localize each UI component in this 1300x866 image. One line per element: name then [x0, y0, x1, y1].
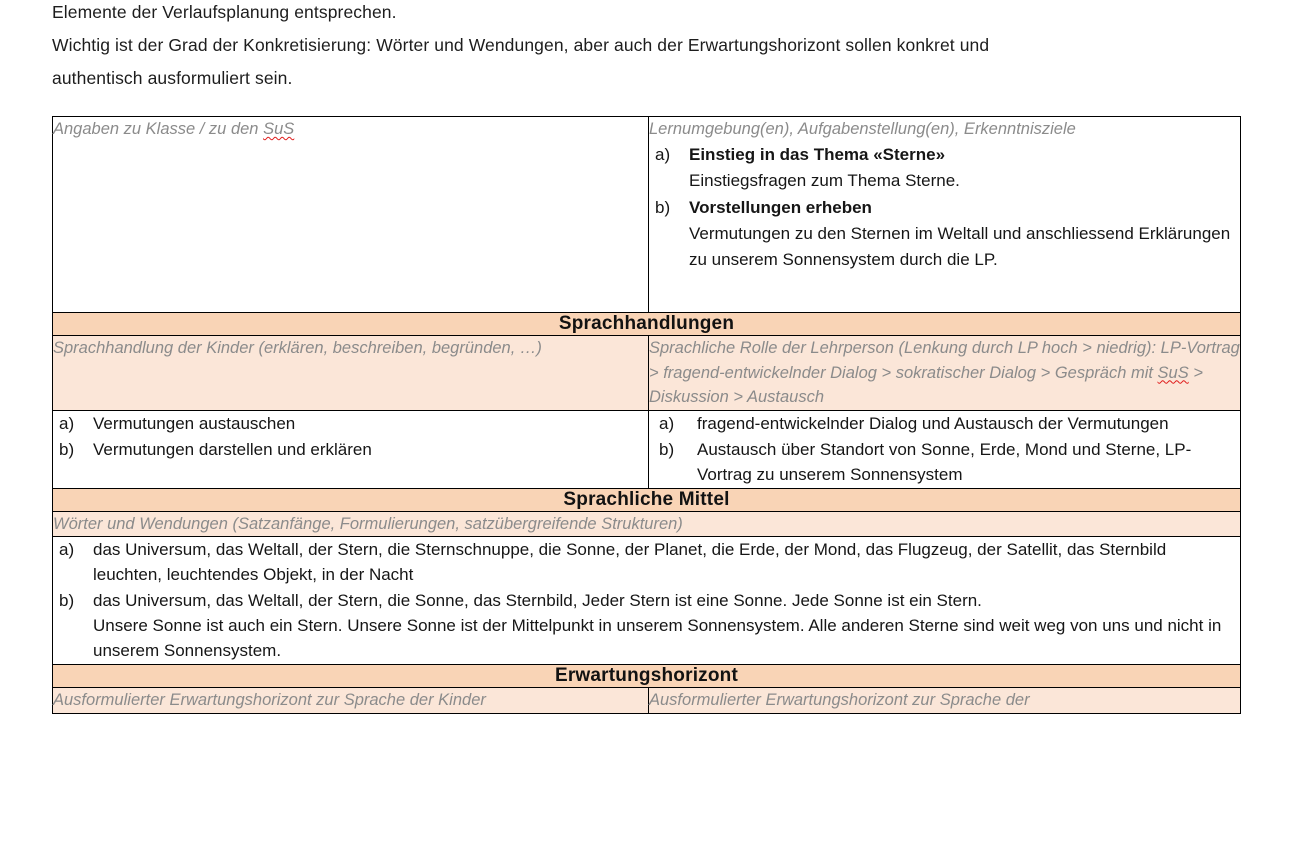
list-marker: a): [59, 540, 75, 559]
list-item-text: Einstiegsfragen zum Thema Sterne.: [689, 170, 960, 190]
list-item-text: Austausch über Standort von Sonne, Erde, Mond und Sterne, LP-Vortrag zu unserem Sonnensystem: [697, 439, 1192, 484]
caption-lehrperson-part2: > Diskussion > Austausch: [649, 363, 1203, 406]
list-learning-environment: [649, 142, 1240, 273]
list-sprachhandlung-kinder: [53, 411, 648, 462]
cell-caption-kinder: [53, 336, 649, 411]
table-row-erwartungshorizont-captions: [53, 688, 1241, 714]
list-item-line-1: das Universum, das Weltall, der Stern, die Sonne, das Sternbild, Jeder Stern ist eine Sonne. Jede Sonne ist ein Stern.: [93, 591, 982, 610]
list-item-title: Einstieg in das Thema «Sterne»: [689, 144, 946, 164]
intro-line-2: Wichtig ist der Grad der Konkretisierung: Wörter und Wendungen, aber auch der Erwartungshorizont sollen konkret und: [52, 35, 990, 55]
list-item: [649, 437, 1240, 487]
section-header-sprachhandlungen: Sprachhandlungen: [53, 313, 1241, 336]
caption-woerter-und-wendungen: Wörter und Wendungen (Satzanfänge, Formulierungen, satzübergreifende Strukturen): [53, 514, 683, 533]
table-row-sprachliche-mittel-content: [53, 537, 1241, 665]
list-marker: b): [59, 439, 75, 459]
table-row-sprachhandlungen-content: [53, 410, 1241, 488]
cell-learning-environment: [649, 117, 1241, 313]
list-sprachliche-rolle: [649, 411, 1240, 487]
list-item: [53, 437, 648, 462]
table-row-section-header-sprachhandlungen: [53, 313, 1241, 336]
list-item: [649, 142, 1240, 194]
cell-caption-woerter-wendungen: [53, 511, 1241, 537]
list-marker: a): [59, 413, 75, 433]
spellcheck-word-sus: SuS: [1157, 363, 1189, 382]
list-item: [649, 195, 1240, 273]
table-row-sprachliche-mittel-caption: [53, 511, 1241, 537]
list-item-line-2: leuchten, leuchtendes Objekt, in der Nacht: [93, 565, 414, 584]
intro-line-1: Elemente der Verlaufsplanung entsprechen.: [52, 2, 397, 22]
list-item: [53, 588, 1240, 663]
intro-line-3: authentisch ausformuliert sein.: [52, 68, 293, 88]
caption-lehrperson-part1: Sprachliche Rolle der Lehrperson (Lenkung durch LP hoch > niedrig): LP-Vortrag > fragend-entwickelnder Dialog > sokratischer Dialog > Gespräch mit: [649, 339, 1240, 382]
list-item-text: Vermutungen zu den Sternen im Weltall und anschliessend Erklärungen zu unserem Sonnensystem durch die LP.: [689, 223, 1231, 269]
list-item: [53, 411, 648, 436]
list-item-text: fragend-entwickelnder Dialog und Austausch der Vermutungen: [697, 413, 1169, 433]
list-marker: a): [655, 144, 671, 164]
list-item-text: Vermutungen darstellen und erklären: [93, 439, 372, 459]
intro-paragraph-block: [52, 0, 1242, 95]
section-header-erwartungshorizont: Erwartungshorizont: [53, 665, 1241, 688]
section-header-sprachliche-mittel: Sprachliche Mittel: [53, 488, 1241, 511]
cell-sprachliche-rolle-items: [649, 410, 1241, 488]
cell-sprachhandlung-kinder-items: [53, 410, 649, 488]
list-marker: b): [59, 591, 75, 610]
cell-caption-lehrperson: [649, 336, 1241, 411]
cell-caption-erwartungshorizont-kinder: [53, 688, 649, 714]
list-item: [649, 411, 1240, 436]
caption-sprachliche-rolle-lehrperson: [649, 336, 1240, 410]
caption-learning-environment: Lernumgebung(en), Aufgabenstellung(en), Erkenntnisziele: [649, 120, 1076, 138]
list-item-title: Vorstellungen erheben: [689, 197, 872, 217]
caption-erwartungshorizont-kinder: Ausformulierter Erwartungshorizont zur Sprache der Kinder: [53, 691, 486, 709]
table-row-class-info: [53, 117, 1241, 313]
cell-caption-erwartungshorizont-lehrperson: [649, 688, 1241, 714]
table-row-section-header-sprachliche-mittel: [53, 488, 1241, 511]
list-item-line-2: Unsere Sonne ist auch ein Stern. Unsere Sonne ist der Mittelpunkt in unserem Sonnensystem. Alle anderen Sterne sind weit weg von uns und nicht in unserem Sonnensystem.: [93, 616, 1222, 660]
cell-class-info: [53, 117, 649, 313]
caption-class-info-text: Angaben zu Klasse / zu den: [53, 120, 264, 138]
cell-sprachliche-mittel-items: [53, 537, 1241, 665]
list-marker: b): [655, 197, 671, 217]
caption-sprachhandlung-kinder: Sprachhandlung der Kinder (erklären, beschreiben, begründen, …): [53, 339, 542, 357]
list-marker: a): [659, 413, 675, 433]
caption-erwartungshorizont-lehrperson: Ausformulierter Erwartungshorizont zur Sprache der: [649, 691, 1030, 709]
list-item: [53, 537, 1240, 587]
list-item-text: Vermutungen austauschen: [93, 413, 296, 433]
list-item-line-1: das Universum, das Weltall, der Stern, die Sternschnuppe, die Sonne, der Planet, die Erde, der Mond, das Flugzeug, der Satellit, das Sternbild: [93, 540, 1167, 559]
list-marker: b): [659, 439, 675, 459]
table-row-sprachhandlungen-captions: [53, 336, 1241, 411]
spellcheck-word-sus: SuS: [263, 120, 295, 138]
caption-class-info: [53, 117, 648, 142]
table-row-section-header-erwartungshorizont: [53, 665, 1241, 688]
list-sprachliche-mittel: [53, 537, 1240, 663]
lesson-planning-table: [52, 116, 1241, 714]
